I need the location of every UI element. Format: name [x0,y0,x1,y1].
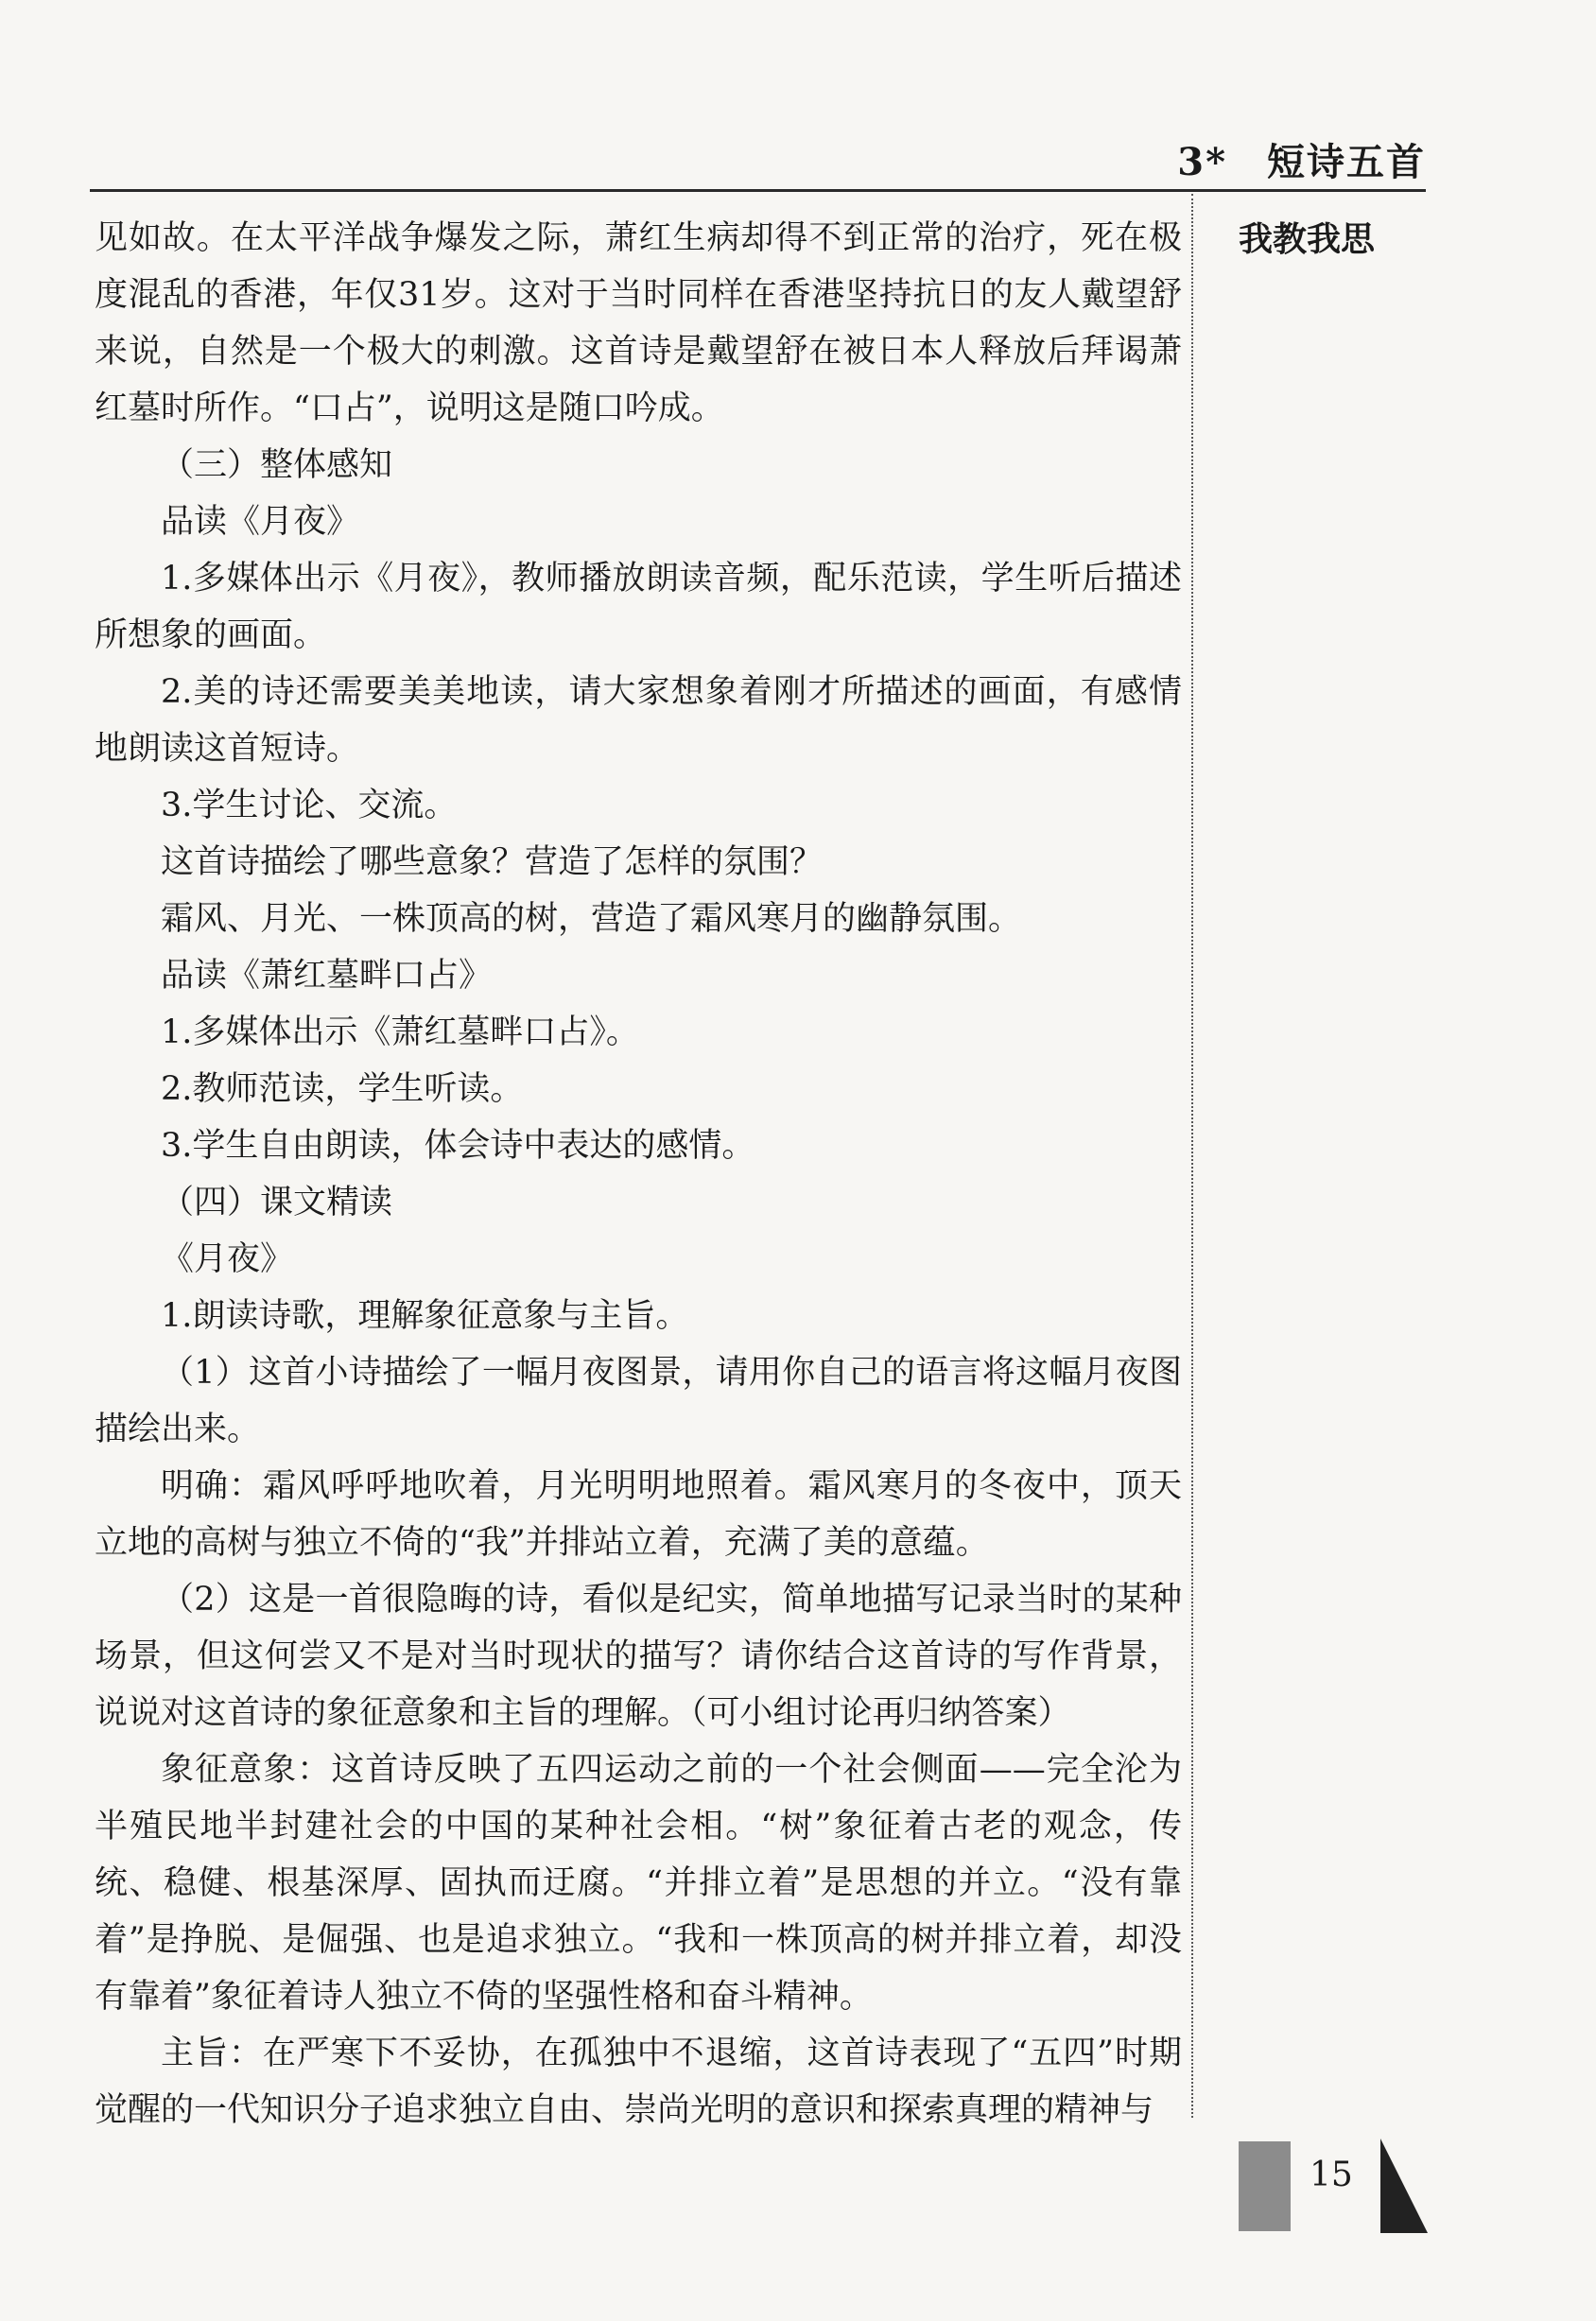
paragraph: 主旨：在严寒下不妥协，在孤独中不退缩，这首诗表现了“五四”时期觉醒的一代知识分子追求独立自由、崇尚光明的意识和探索真理的精神与 [95,2035,1182,2129]
paragraph: 这首诗描绘了哪些意象？营造了怎样的氛围？ [161,843,824,881]
page-number: 15 [1310,2156,1353,2194]
sidebar-label: 我教我思 [1239,220,1376,259]
page-header [90,113,1426,192]
subsection-heading: 品读《萧红墓畔口占》 [161,957,493,995]
paragraph: 3.学生自由朗读，体会诗中表达的感情。 [161,1127,755,1165]
paragraph: 1.朗读诗歌，理解象征意象与主旨。 [161,1297,689,1335]
paragraph: 象征意象：这首诗反映了五四运动之前的一个社会侧面——完全沦为半殖民地半封建社会的中国的某种社会相。“树”象征着古老的观念，传统、稳健、根基深厚、固执而迂腐。“并排立着”是思想的并立。“没有靠着”是挣脱、是倔强、也是追求独立。“我和一株顶高的树并排立着，却没有靠着”象征着诗人独立不倚的坚强性格和奋斗精神。 [95,1751,1182,2016]
paragraph: 3.学生讨论、交流。 [161,787,458,824]
main-text [95,210,1182,2139]
paragraph: 2.美的诗还需要美美地读，请大家想象着刚才所描述的画面，有感情地朗读这首短诗。 [95,673,1182,768]
footer-gray-block [1239,2141,1291,2231]
paragraph: 霜风、月光、一株顶高的树，营造了霜风寒月的幽静氛围。 [161,900,1022,938]
margin-divider [1191,194,1193,2118]
section-heading: （三）整体感知 [161,446,393,484]
subsection-heading: 《月夜》 [161,1240,294,1278]
chapter-title: 3* 短诗五首 [1177,140,1426,184]
subsection-heading: 品读《月夜》 [161,503,360,541]
paragraph: 1.多媒体出示《萧红墓畔口占》。 [161,1013,639,1051]
paragraph: 见如故。在太平洋战争爆发之际，萧红生病却得不到正常的治疗，死在极度混乱的香港，年仅31岁。这对于当时同样在香港坚持抗日的友人戴望舒来说，自然是一个极大的刺激。这首诗是戴望舒在被日本人释放后拜谒萧红墓时所作。“口占”，说明这是随口吟成。 [95,219,1182,427]
paragraph: 2.教师范读，学生听读。 [161,1070,524,1108]
paragraph: （2）这是一首很隐晦的诗，看似是纪实，简单地描写记录当时的某种场景，但这何尝又不是对当时现状的描写？请你结合这首诗的写作背景，说说对这首诗的象征意象和主旨的理解。（可小组讨论再归纳答案） [95,1581,1182,1732]
section-heading: （四）课文精读 [161,1184,393,1221]
paragraph: （1）这首小诗描绘了一幅月夜图景，请用你自己的语言将这幅月夜图描绘出来。 [95,1354,1182,1448]
paragraph: 明确：霜风呼呼地吹着，月光明明地照着。霜风寒月的冬夜中，顶天立地的高树与独立不倚的“我”并排站立着，充满了美的意蕴。 [95,1467,1182,1562]
footer-triangle-icon [1380,2139,1428,2233]
paragraph: 1.多媒体出示《月夜》，教师播放朗读音频，配乐范读，学生听后描述所想象的画面。 [95,560,1182,654]
